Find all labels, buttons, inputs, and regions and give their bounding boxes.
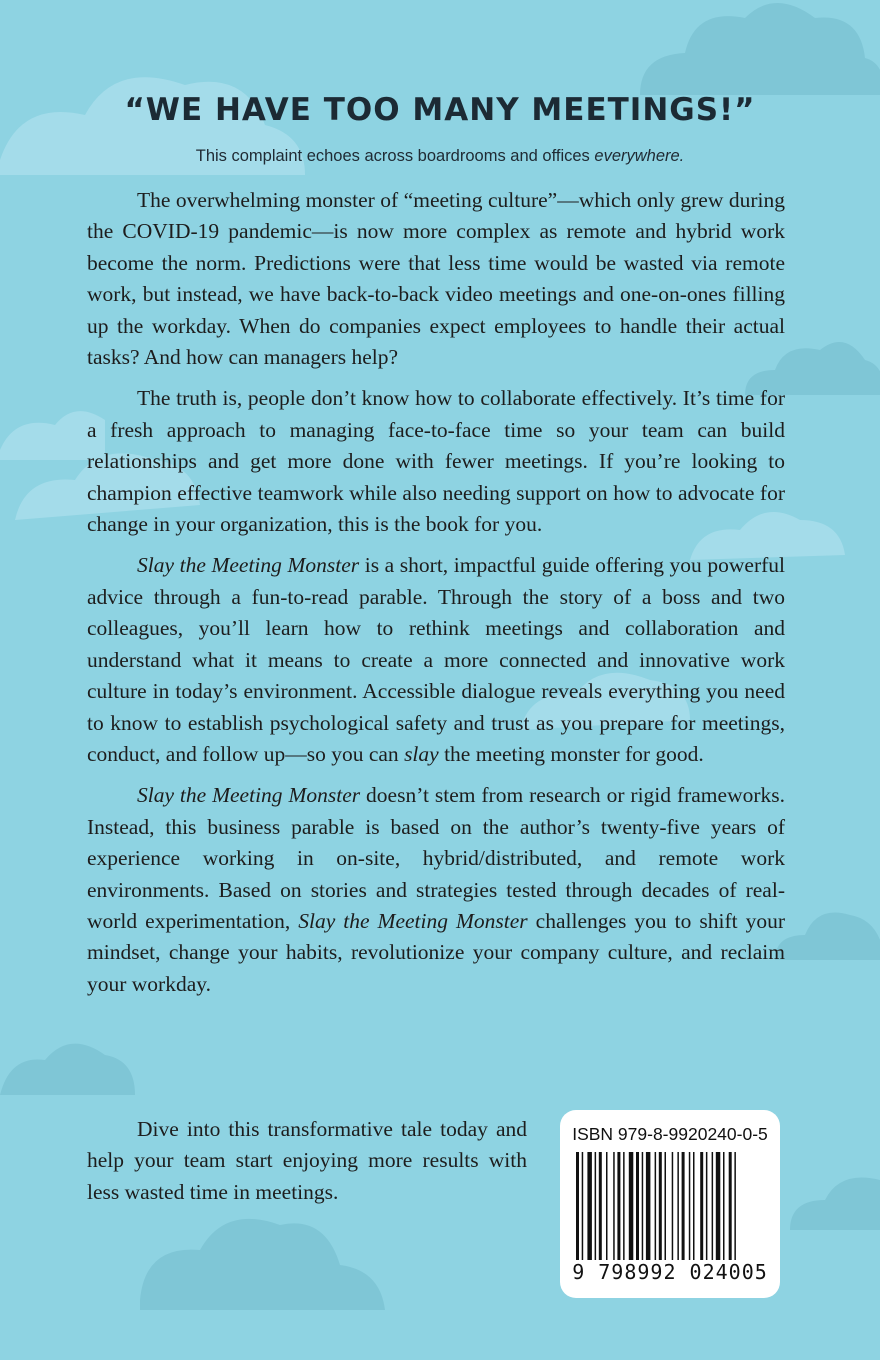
paragraph-4-text-a: doesn’t stem from research or rigid frameworks. Instead, this business parable is based on the author’s twenty-five years of experience working in on-site, hybrid/distributed, and remote work environments. Based on stories and strategies tested through decades of real-world experimentation, [87,783,785,933]
barcode-bar [672,1152,674,1260]
barcode-bar [595,1152,597,1260]
barcode-bar [587,1152,592,1260]
barcode-bar [700,1152,703,1260]
subhead-text: This complaint echoes across boardrooms and offices [195,147,595,165]
barcode-bar [599,1152,602,1260]
paragraph-5: Dive into this transformative tale today and help your team start enjoying more results with less wasted time in meetings. [87,1117,527,1204]
paragraph-4 [87,780,785,1000]
cloud-top-right [640,3,880,95]
barcode-bar [693,1152,695,1260]
blurb-body [87,185,785,1010]
barcode-bar [576,1152,579,1260]
isbn-label: ISBN 979-8-9920240-0-5 [572,1124,768,1144]
barcode-bar [642,1152,644,1260]
barcode-bars [574,1152,766,1260]
barcode-bar [617,1152,620,1260]
paragraph-3-emphasis: slay [404,741,439,766]
paragraph-3-text-a: is a short, impactful guide offering you powerful advice through a fun-to-read parable. Through the story of a boss and two colleagues, you’ll learn how to rethink meetings and collaboration and understand what it means to create a more connected and innovative work culture in today’s environment. Accessible dialogue reveals everything you need to know to establish psychological safety and trust as you prepare for meetings, conduct, and follow up—so you can [87,553,785,766]
barcode-bar [629,1152,634,1260]
barcode-bar [655,1152,657,1260]
barcode-bar [636,1152,639,1260]
book-title: Slay the Meeting Monster [137,783,361,808]
barcode-bar [665,1152,667,1260]
book-title: Slay the Meeting Monster [137,553,360,578]
barcode-bar [729,1152,732,1260]
subhead-emphasis: everywhere. [594,147,685,165]
barcode-bar [712,1152,714,1260]
cloud-left-lower [0,1044,135,1095]
barcode-bar [613,1152,615,1260]
barcode-bar [723,1152,725,1260]
cloud-right-lower [775,913,880,961]
subhead [0,147,880,166]
barcode-bar [716,1152,721,1260]
barcode-digits: 9 798992 024005 [572,1260,768,1284]
paragraph-4-text-b: challenges you to shift your mindset, change your habits, revolutionize your company culture, and reclaim your workday. [87,908,786,996]
barcode-bar [677,1152,679,1260]
cloud-bottom-right [790,1178,880,1231]
barcode-bar [689,1152,691,1260]
cloud-bottom-left [140,1219,385,1310]
book-title: Slay the Meeting Monster [298,908,528,933]
paragraph-1: The overwhelming monster of “meeting culture”—which only grew during the COVID-19 pandemic—is now more complex as remote and hybrid work become the norm. Predictions were that less time would be wasted via remote work, but instead, we have back-to-back video meetings and one-on-ones filling up the workday. When do companies expect employees to handle their actual tasks? And how can managers help? [87,188,785,370]
paragraph-2: The truth is, people don’t know how to collaborate effectively. It’s time for a fresh approach to managing face-to-face time so your team can build relationships and get more done with fewer meetings. If you’re looking to champion effective teamwork while also needing support on how to advocate for change in your organization, this is the book for you. [87,386,785,537]
barcode-bar [734,1152,736,1260]
barcode-bar [659,1152,662,1260]
barcode-bar [706,1152,708,1260]
barcode-bar [606,1152,608,1260]
headline: “WE HAVE TOO MANY MEETINGS!” [124,92,756,128]
paragraph-3 [87,550,785,770]
barcode-bar [623,1152,625,1260]
paragraph-3-text-b: the meeting monster for good. [438,741,704,766]
barcode-bar [582,1152,584,1260]
isbn-barcode [560,1110,780,1298]
barcode-bar [682,1152,685,1260]
barcode-bar [646,1152,651,1260]
